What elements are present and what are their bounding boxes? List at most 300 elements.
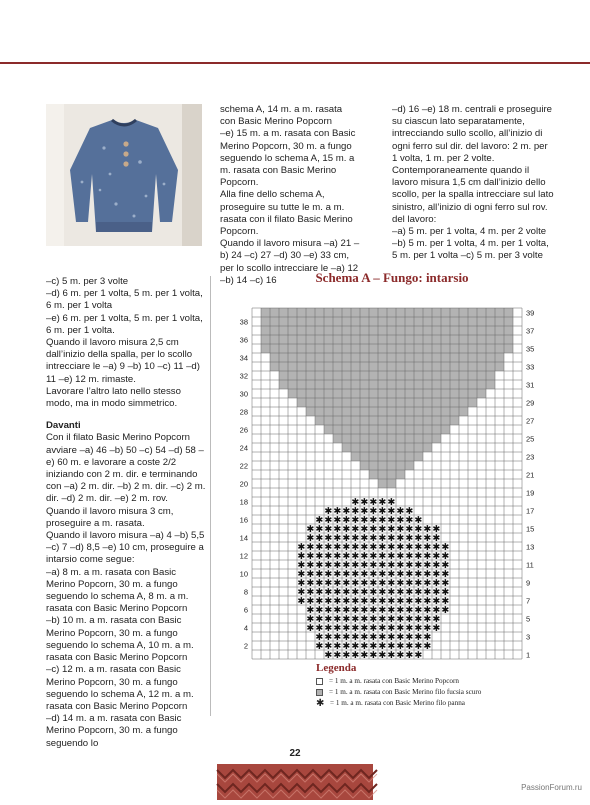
asterisk-stitch-icon: ✱ — [369, 649, 378, 661]
asterisk-stitch-icon: ✱ — [396, 622, 405, 634]
legend — [316, 662, 566, 709]
asterisk-stitch-icon: ✱ — [306, 523, 315, 535]
row-label-right: 3 — [526, 632, 531, 642]
asterisk-stitch-icon: ✱ — [333, 595, 342, 607]
asterisk-stitch-icon: ✱ — [342, 631, 351, 643]
asterisk-stitch-icon: ✱ — [396, 649, 405, 661]
top-rule — [0, 62, 590, 64]
asterisk-stitch-icon: ✱ — [396, 631, 405, 643]
asterisk-stitch-icon: ✱ — [324, 559, 333, 571]
asterisk-stitch-icon: ✱ — [351, 532, 360, 544]
knit-texture-image — [217, 764, 373, 800]
asterisk-stitch-icon: ✱ — [414, 622, 423, 634]
asterisk-stitch-icon: ✱ — [441, 568, 450, 580]
asterisk-stitch-icon: ✱ — [396, 514, 405, 526]
watermark: PassionForum.ru — [521, 783, 582, 792]
asterisk-stitch-icon: ✱ — [378, 640, 387, 652]
asterisk-stitch-icon: ✱ — [378, 514, 387, 526]
asterisk-stitch-icon: ✱ — [342, 577, 351, 589]
asterisk-stitch-icon: ✱ — [414, 568, 423, 580]
asterisk-stitch-icon: ✱ — [297, 550, 306, 562]
asterisk-stitch-icon: ✱ — [405, 649, 414, 661]
asterisk-stitch-icon: ✱ — [324, 622, 333, 634]
asterisk-stitch-icon: ✱ — [306, 541, 315, 553]
asterisk-stitch-icon: ✱ — [369, 514, 378, 526]
asterisk-stitch-icon: ✱ — [360, 559, 369, 571]
asterisk-stitch-icon: ✱ — [333, 640, 342, 652]
row-label-right: 11 — [526, 560, 534, 570]
asterisk-stitch-icon: ✱ — [387, 541, 396, 553]
asterisk-stitch-icon: ✱ — [423, 568, 432, 580]
asterisk-stitch-icon: ✱ — [342, 541, 351, 553]
asterisk-stitch-icon: ✱ — [378, 577, 387, 589]
asterisk-stitch-icon: ✱ — [423, 577, 432, 589]
paragraph: –b) 10 m. a m. rasata con Basic Merino Popcorn, 30 m. a fungo seguendo lo schema A, 10 m. a m. rasata con Basic Merino Popcorn — [46, 615, 194, 664]
asterisk-stitch-icon: ✱ — [342, 505, 351, 517]
asterisk-stitch-icon: ✱ — [333, 532, 342, 544]
asterisk-stitch-icon: ✱ — [306, 595, 315, 607]
asterisk-stitch-icon: ✱ — [423, 595, 432, 607]
asterisk-stitch-icon: ✱ — [315, 523, 324, 535]
paragraph: Alla fine dello schema A, proseguire su tutte le m. a m. rasata con il filato Basic Merino Popcorn. — [220, 189, 353, 238]
asterisk-stitch-icon: ✱ — [324, 523, 333, 535]
asterisk-stitch-icon: ✱ — [333, 622, 342, 634]
asterisk-stitch-icon: ✱ — [360, 505, 369, 517]
asterisk-stitch-icon: ✱ — [324, 586, 333, 598]
asterisk-stitch-icon: ✱ — [423, 586, 432, 598]
asterisk-stitch-icon: ✱ — [405, 568, 414, 580]
asterisk-stitch-icon: ✱ — [342, 613, 351, 625]
paragraph: Con il filato Basic Merino Popcorn avviare –a) 46 –b) 50 –c) 54 –d) 58 –e) 60 m. e lavorare a coste 2/2 iniziando con 2 m. dir. e terminando con –a) 2 m. dir. –b) 2 m. dir. –c) 2 m. dir. –d) 2 m. dir. –e) 2 m. rov. — [46, 432, 206, 505]
asterisk-stitch-icon: ✱ — [441, 577, 450, 589]
row-label-left: 18 — [239, 497, 248, 507]
asterisk-stitch-icon: ✱ — [441, 559, 450, 571]
asterisk-stitch-icon: ✱ — [369, 523, 378, 535]
legend-row-white — [316, 676, 566, 687]
asterisk-stitch-icon: ✱ — [342, 595, 351, 607]
asterisk-stitch-icon: ✱ — [324, 505, 333, 517]
paragraph: –e) 6 m. per 1 volta, 5 m. per 1 volta, 6 m. per 1 volta. — [46, 312, 203, 336]
asterisk-stitch-icon: ✱ — [423, 550, 432, 562]
asterisk-stitch-icon: ✱ — [360, 604, 369, 616]
asterisk-stitch-icon: ✱ — [324, 631, 333, 643]
asterisk-stitch-icon: ✱ — [432, 559, 441, 571]
asterisk-stitch-icon: ✱ — [324, 532, 333, 544]
asterisk-stitch-icon: ✱ — [324, 613, 333, 625]
asterisk-stitch-icon: ✱ — [432, 622, 441, 634]
legend-title: Legenda — [316, 662, 357, 674]
asterisk-stitch-icon: ✱ — [369, 559, 378, 571]
row-label-left: 22 — [239, 461, 248, 471]
asterisk-stitch-icon: ✱ — [369, 496, 378, 508]
asterisk-stitch-icon: ✱ — [324, 595, 333, 607]
asterisk-stitch-icon: ✱ — [369, 550, 378, 562]
asterisk-stitch-icon: ✱ — [414, 523, 423, 535]
asterisk-stitch-icon: ✱ — [387, 496, 396, 508]
asterisk-stitch-icon: ✱ — [351, 649, 360, 661]
asterisk-stitch-icon: ✱ — [432, 523, 441, 535]
section-heading-davanti: Davanti — [46, 420, 81, 432]
asterisk-stitch-icon: ✱ — [369, 622, 378, 634]
paragraph: Lavorare l’altro lato nello stesso modo, ma in modo simmetrico. — [46, 385, 181, 410]
asterisk-stitch-icon: ✱ — [378, 541, 387, 553]
asterisk-stitch-icon: ✱ — [387, 649, 396, 661]
asterisk-stitch-icon: ✱ — [351, 640, 360, 652]
schema-title: Schema A – Fungo: intarsio — [315, 270, 469, 285]
asterisk-stitch-icon: ✱ — [315, 613, 324, 625]
row-label-left: 30 — [239, 389, 248, 399]
asterisk-stitch-icon: ✱ — [378, 622, 387, 634]
asterisk-stitch-icon: ✱ — [405, 541, 414, 553]
asterisk-stitch-icon: ✱ — [432, 577, 441, 589]
asterisk-stitch-icon: ✱ — [396, 550, 405, 562]
asterisk-stitch-icon: ✱ — [333, 613, 342, 625]
asterisk-stitch-icon: ✱ — [360, 577, 369, 589]
asterisk-stitch-icon: ✱ — [306, 577, 315, 589]
asterisk-stitch-icon: ✱ — [360, 649, 369, 661]
asterisk-stitch-icon: ✱ — [405, 586, 414, 598]
asterisk-stitch-icon: ✱ — [423, 640, 432, 652]
row-label-right: 17 — [526, 506, 535, 516]
asterisk-stitch-icon: ✱ — [351, 568, 360, 580]
asterisk-stitch-icon: ✱ — [342, 532, 351, 544]
asterisk-stitch-icon: ✱ — [315, 577, 324, 589]
asterisk-stitch-icon: ✱ — [333, 568, 342, 580]
row-label-right: 13 — [526, 542, 535, 552]
row-label-left: 4 — [243, 623, 248, 633]
asterisk-stitch-icon: ✱ — [414, 532, 423, 544]
asterisk-stitch-icon: ✱ — [360, 613, 369, 625]
asterisk-stitch-icon: ✱ — [423, 532, 432, 544]
asterisk-stitch-icon: ✱ — [297, 586, 306, 598]
asterisk-stitch-icon: ✱ — [351, 586, 360, 598]
asterisk-stitch-icon: ✱ — [369, 541, 378, 553]
asterisk-stitch-icon: ✱ — [432, 595, 441, 607]
asterisk-stitch-icon: ✱ — [378, 586, 387, 598]
asterisk-stitch-icon: ✱ — [378, 532, 387, 544]
asterisk-stitch-icon: ✱ — [405, 532, 414, 544]
asterisk-stitch-icon: ✱ — [396, 586, 405, 598]
asterisk-stitch-icon: ✱ — [342, 523, 351, 535]
row-label-right: 23 — [526, 452, 535, 462]
asterisk-stitch-icon: ✱ — [396, 523, 405, 535]
asterisk-stitch-icon: ✱ — [342, 550, 351, 562]
grey-square-icon — [316, 689, 323, 696]
asterisk-stitch-icon: ✱ — [387, 622, 396, 634]
asterisk-stitch-icon: ✱ — [369, 568, 378, 580]
asterisk-stitch-icon: ✱ — [396, 595, 405, 607]
asterisk-stitch-icon: ✱ — [351, 496, 360, 508]
asterisk-stitch-icon: ✱ — [315, 595, 324, 607]
asterisk-stitch-icon: ✱ — [396, 559, 405, 571]
paragraph: Quando il lavoro misura 2,5 cm dall’inizio della spalla, per lo scollo intrecciare le –a) 9 –b) 10 –c) 11 –d) 11 –e) 12 m. rimaste. — [46, 337, 200, 385]
asterisk-stitch-icon: ✱ — [396, 640, 405, 652]
asterisk-stitch-icon: ✱ — [351, 622, 360, 634]
asterisk-stitch-icon: ✱ — [333, 586, 342, 598]
row-label-right: 25 — [526, 434, 535, 444]
asterisk-stitch-icon: ✱ — [387, 595, 396, 607]
asterisk-stitch-icon: ✱ — [387, 613, 396, 625]
asterisk-stitch-icon: ✱ — [351, 631, 360, 643]
asterisk-stitch-icon: ✱ — [378, 496, 387, 508]
asterisk-stitch-icon: ✱ — [369, 613, 378, 625]
asterisk-stitch-icon: ✱ — [360, 586, 369, 598]
asterisk-stitch-icon: ✱ — [441, 595, 450, 607]
legend-text: = 1 m. a m. rasata con Basic Merino Popcorn — [329, 677, 460, 685]
asterisk-stitch-icon: ✱ — [414, 514, 423, 526]
asterisk-stitch-icon: ✱ — [405, 523, 414, 535]
asterisk-stitch-icon: ✱ — [360, 550, 369, 562]
legend-row-grey — [316, 687, 566, 698]
asterisk-stitch-icon: ✱ — [333, 577, 342, 589]
asterisk-stitch-icon: ✱ — [342, 559, 351, 571]
asterisk-stitch-icon: ✱ — [297, 541, 306, 553]
asterisk-stitch-icon: ✱ — [351, 595, 360, 607]
asterisk-stitch-icon: ✱ — [387, 604, 396, 616]
asterisk-stitch-icon: ✱ — [396, 613, 405, 625]
asterisk-stitch-icon: ✱ — [324, 604, 333, 616]
asterisk-stitch-icon: ✱ — [423, 541, 432, 553]
asterisk-stitch-icon: ✱ — [342, 649, 351, 661]
row-label-left: 16 — [239, 515, 248, 525]
asterisk-stitch-icon: ✱ — [369, 505, 378, 517]
asterisk-stitch-icon: ✱ — [351, 541, 360, 553]
asterisk-stitch-icon: ✱ — [315, 541, 324, 553]
white-square-icon — [316, 678, 323, 685]
paragraph: –c) 12 m. a m. rasata con Basic Merino Popcorn, 30 m. a fungo seguendo lo schema A, 12 m. a m. rasata con Basic Merino Popcorn — [46, 664, 194, 712]
asterisk-stitch-icon: ✱ — [333, 505, 342, 517]
asterisk-stitch-icon: ✱ — [333, 559, 342, 571]
row-label-left: 20 — [239, 479, 248, 489]
legend-text: = 1 m. a m. rasata con Basic Merino filo panna — [330, 699, 465, 707]
asterisk-stitch-icon: ✱ — [405, 640, 414, 652]
asterisk-stitch-icon: ✱ — [396, 532, 405, 544]
legend-text: = 1 m. a m. rasata con Basic Merino filo fucsia scuro — [329, 688, 482, 696]
asterisk-stitch-icon: ✱ — [378, 613, 387, 625]
row-label-left: 34 — [239, 353, 248, 363]
asterisk-stitch-icon: ✱ — [351, 505, 360, 517]
row-label-right: 37 — [526, 326, 535, 336]
row-label-left: 32 — [239, 371, 248, 381]
asterisk-stitch-icon: ✱ — [351, 604, 360, 616]
paragraph: –a) 8 m. a m. rasata con Basic Merino Popcorn, 30 m. a fungo seguendo lo schema A, 8 m. a m. rasata con Basic Merino Popcorn — [46, 566, 189, 615]
row-label-right: 15 — [526, 524, 535, 534]
asterisk-stitch-icon: ✱ — [297, 595, 306, 607]
row-label-left: 38 — [239, 317, 248, 327]
asterisk-stitch-icon: ✱ — [297, 559, 306, 571]
asterisk-stitch-icon: ✱ — [324, 577, 333, 589]
paragraph: Quando il lavoro misura –a) 21 –b) 24 –c) 27 –d) 30 –e) 33 cm, per lo scollo intrecciare le –a) 12 –b) 14 –c) 16 — [220, 238, 360, 286]
asterisk-stitch-icon: ✱ — [378, 559, 387, 571]
asterisk-stitch-icon: ✱ — [387, 532, 396, 544]
asterisk-stitch-icon: ✱ — [360, 532, 369, 544]
asterisk-stitch-icon: ✱ — [378, 505, 387, 517]
asterisk-stitch-icon: ✱ — [396, 568, 405, 580]
asterisk-stitch-icon: ✱ — [405, 595, 414, 607]
asterisk-stitch-icon: ✱ — [369, 577, 378, 589]
row-label-right: 1 — [526, 650, 531, 660]
paragraph: –d) 14 m. a m. rasata con Basic Merino Popcorn, 30 m. a fungo seguendo lo — [46, 713, 182, 749]
asterisk-stitch-icon: ✱ — [378, 595, 387, 607]
asterisk-stitch-icon: ✱ — [333, 649, 342, 661]
asterisk-stitch-icon: ✱ — [387, 568, 396, 580]
row-label-right: 7 — [526, 596, 531, 606]
asterisk-stitch-icon: ✱ — [342, 622, 351, 634]
asterisk-stitch-icon: ✱ — [432, 541, 441, 553]
asterisk-stitch-icon: ✱ — [360, 523, 369, 535]
asterisk-stitch-icon: ✱ — [378, 523, 387, 535]
row-label-right: 39 — [526, 308, 535, 318]
row-label-right: 31 — [526, 380, 535, 390]
asterisk-stitch-icon: ✱ — [333, 604, 342, 616]
asterisk-stitch-icon: ✱ — [351, 559, 360, 571]
asterisk-stitch-icon: ✱ — [360, 568, 369, 580]
asterisk-stitch-icon: ✱ — [342, 604, 351, 616]
asterisk-stitch-icon: ✱ — [315, 514, 324, 526]
asterisk-stitch-icon: ✱ — [432, 532, 441, 544]
asterisk-stitch-icon: ✱ — [369, 631, 378, 643]
asterisk-stitch-icon: ✱ — [423, 631, 432, 643]
row-label-left: 26 — [239, 425, 248, 435]
asterisk-stitch-icon: ✱ — [396, 505, 405, 517]
asterisk-stitch-icon: ✱ — [441, 550, 450, 562]
asterisk-stitch-icon: ✱ — [423, 613, 432, 625]
row-label-right: 9 — [526, 578, 531, 588]
paragraph: Quando il lavoro misura 3 cm, proseguire a m. rasata. — [46, 505, 174, 529]
asterisk-stitch-icon: ✱ — [333, 631, 342, 643]
asterisk-stitch-icon: ✱ — [333, 550, 342, 562]
asterisk-stitch-icon: ✱ — [387, 550, 396, 562]
asterisk-stitch-icon: ✱ — [351, 523, 360, 535]
knitting-chart — [226, 288, 546, 661]
asterisk-stitch-icon: ✱ — [405, 514, 414, 526]
row-label-left: 8 — [243, 587, 248, 597]
asterisk-stitch-icon: ✱ — [423, 523, 432, 535]
asterisk-stitch-icon: ✱ — [306, 586, 315, 598]
row-label-left: 24 — [239, 443, 248, 453]
asterisk-stitch-icon: ✱ — [441, 541, 450, 553]
asterisk-stitch-icon: ✱ — [333, 514, 342, 526]
paragraph: Contemporaneamente quando il lavoro misura 1,5 cm dall’inizio dello scollo, per la spalla intrecciare sul lato sinistro, all’inizio di ogni ferro sul rov. del lavoro: — [392, 165, 554, 225]
asterisk-stitch-icon: ✱ — [423, 604, 432, 616]
asterisk-stitch-icon: ✱ — [405, 550, 414, 562]
row-label-right: 27 — [526, 416, 535, 426]
asterisk-stitch-icon: ✱ — [387, 559, 396, 571]
asterisk-stitch-icon: ✱ — [423, 622, 432, 634]
asterisk-stitch-icon: ✱ — [378, 631, 387, 643]
legend-row-star — [316, 698, 566, 709]
asterisk-stitch-icon: ✱ — [405, 604, 414, 616]
row-label-left: 36 — [239, 335, 248, 345]
paragraph: –e) 15 m. a m. rasata con Basic Merino Popcorn, 30 m. a fungo seguendo lo schema A, 15 m. a m. rasata con Basic Merino Popcorn. — [220, 128, 356, 189]
asterisk-stitch-icon: ✱ — [306, 622, 315, 634]
asterisk-stitch-icon: ✱ — [315, 532, 324, 544]
asterisk-stitch-icon: ✱ — [405, 505, 414, 517]
asterisk-stitch-icon: ✱ — [324, 640, 333, 652]
asterisk-stitch-icon: ✱ — [414, 559, 423, 571]
asterisk-stitch-icon: ✱ — [360, 514, 369, 526]
asterisk-stitch-icon: ✱ — [324, 550, 333, 562]
asterisk-stitch-icon: ✱ — [405, 622, 414, 634]
paragraph: –a) 5 m. per 1 volta, 4 m. per 2 volte –b) 5 m. per 1 volta, 4 m. per 1 volta, 5 m. per 1 volta –c) 5 m. per 3 volte — [392, 226, 549, 262]
asterisk-stitch-icon: ✱ — [414, 595, 423, 607]
row-label-left: 6 — [243, 605, 248, 615]
asterisk-stitch-icon: ✱ — [369, 604, 378, 616]
asterisk-stitch-icon: ✱ — [396, 577, 405, 589]
asterisk-stitch-icon: ✱ — [387, 514, 396, 526]
asterisk-stitch-icon: ✱ — [351, 550, 360, 562]
asterisk-stitch-icon: ✱ — [324, 514, 333, 526]
asterisk-stitch-icon: ✱ — [351, 613, 360, 625]
asterisk-stitch-icon: ✱ — [351, 577, 360, 589]
asterisk-stitch-icon: ✱ — [414, 577, 423, 589]
asterisk-stitch-icon: ✱ — [315, 550, 324, 562]
asterisk-stitch-icon: ✱ — [378, 604, 387, 616]
asterisk-stitch-icon: ✱ — [306, 604, 315, 616]
asterisk-stitch-icon: ✱ — [432, 613, 441, 625]
asterisk-stitch-icon: ✱ — [333, 541, 342, 553]
asterisk-stitch-icon: ✱ — [387, 586, 396, 598]
page-number: 22 — [289, 748, 301, 759]
row-label-right: 19 — [526, 488, 535, 498]
asterisk-stitch-icon: ✱ — [315, 559, 324, 571]
asterisk-icon: ✱ — [316, 698, 325, 709]
asterisk-stitch-icon: ✱ — [414, 613, 423, 625]
asterisk-stitch-icon: ✱ — [342, 514, 351, 526]
asterisk-stitch-icon: ✱ — [315, 640, 324, 652]
text-column-2 — [220, 104, 360, 287]
asterisk-stitch-icon: ✱ — [441, 586, 450, 598]
row-label-right: 33 — [526, 362, 535, 372]
asterisk-stitch-icon: ✱ — [405, 559, 414, 571]
asterisk-stitch-icon: ✱ — [432, 604, 441, 616]
asterisk-stitch-icon: ✱ — [306, 532, 315, 544]
asterisk-stitch-icon: ✱ — [324, 649, 333, 661]
asterisk-stitch-icon: ✱ — [315, 568, 324, 580]
asterisk-stitch-icon: ✱ — [423, 559, 432, 571]
row-label-left: 14 — [239, 533, 248, 543]
asterisk-stitch-icon: ✱ — [378, 550, 387, 562]
asterisk-stitch-icon: ✱ — [387, 523, 396, 535]
sweater-photo — [46, 104, 202, 246]
asterisk-stitch-icon: ✱ — [405, 577, 414, 589]
asterisk-stitch-icon: ✱ — [414, 631, 423, 643]
paragraph: –d) 6 m. per 1 volta, 5 m. per 1 volta, 6 m. per 1 volta — [46, 288, 203, 312]
row-label-right: 21 — [526, 470, 535, 480]
asterisk-stitch-icon: ✱ — [324, 568, 333, 580]
column-divider — [210, 276, 211, 716]
asterisk-stitch-icon: ✱ — [405, 631, 414, 643]
asterisk-stitch-icon: ✱ — [342, 586, 351, 598]
asterisk-stitch-icon: ✱ — [432, 550, 441, 562]
row-label-right: 29 — [526, 398, 535, 408]
row-label-right: 5 — [526, 614, 531, 624]
asterisk-stitch-icon: ✱ — [387, 505, 396, 517]
asterisk-stitch-icon: ✱ — [387, 640, 396, 652]
asterisk-stitch-icon: ✱ — [396, 541, 405, 553]
asterisk-stitch-icon: ✱ — [414, 550, 423, 562]
asterisk-stitch-icon: ✱ — [414, 640, 423, 652]
asterisk-stitch-icon: ✱ — [387, 631, 396, 643]
paragraph: –c) 5 m. per 3 volte — [46, 276, 129, 287]
asterisk-stitch-icon: ✱ — [414, 604, 423, 616]
asterisk-stitch-icon: ✱ — [441, 604, 450, 616]
asterisk-stitch-icon: ✱ — [306, 559, 315, 571]
asterisk-stitch-icon: ✱ — [315, 631, 324, 643]
asterisk-stitch-icon: ✱ — [306, 568, 315, 580]
asterisk-stitch-icon: ✱ — [324, 541, 333, 553]
asterisk-stitch-icon: ✱ — [378, 649, 387, 661]
